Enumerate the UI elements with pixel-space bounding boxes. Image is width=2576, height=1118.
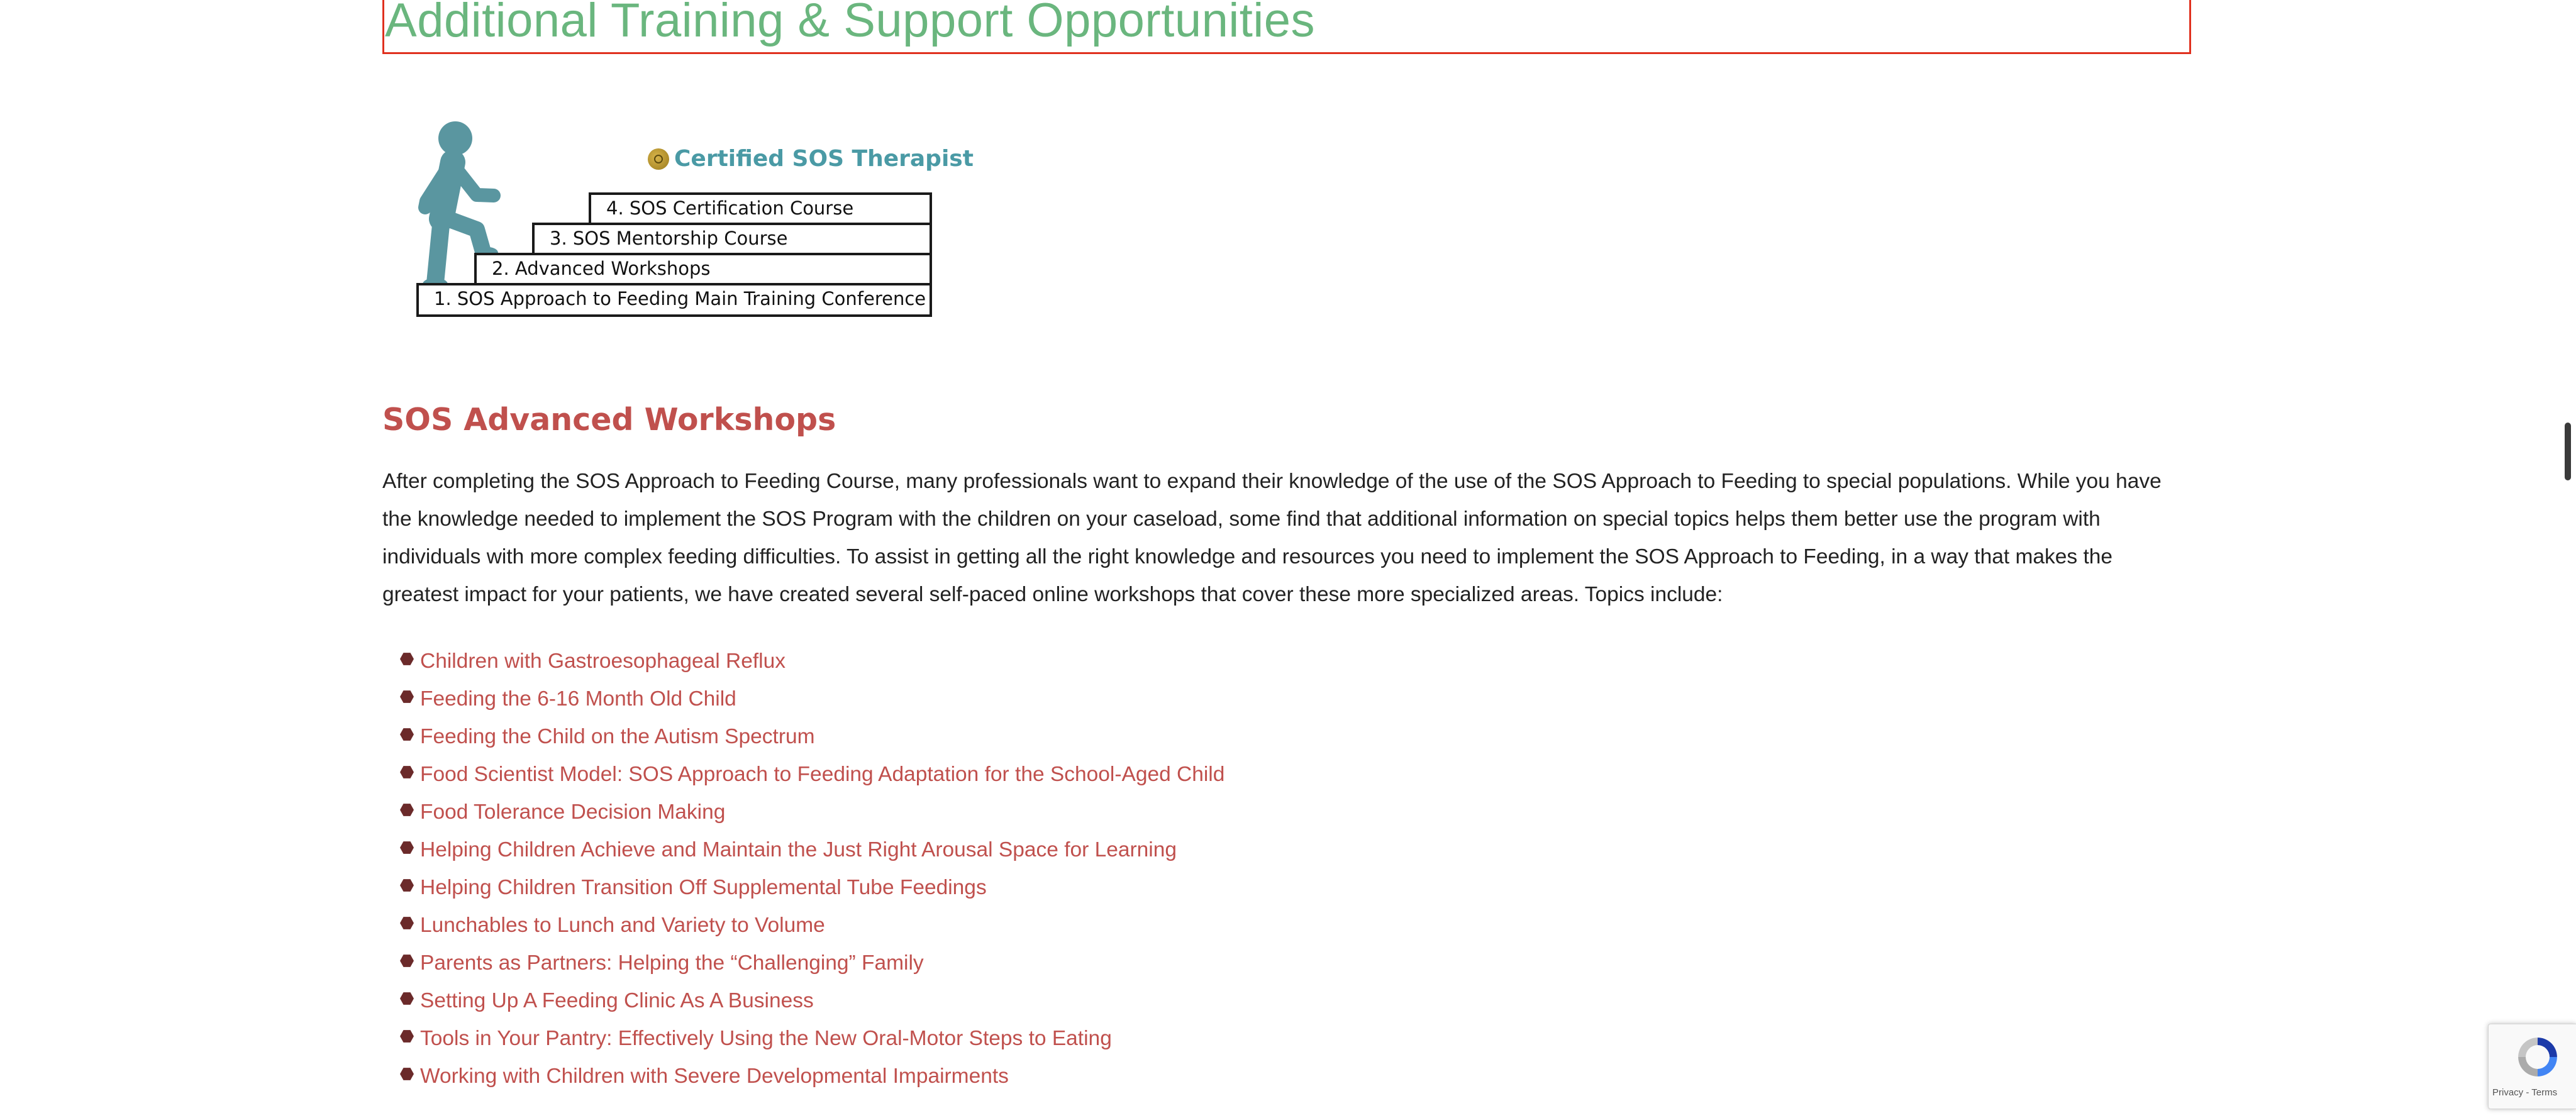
topic-link[interactable]: Parents as Partners: Helping the “Challenging” Family [420, 951, 924, 975]
certified-therapist-label [648, 146, 974, 172]
list-item [400, 869, 1224, 907]
hexagon-bullet-icon [400, 878, 414, 892]
scrollbar-thumb[interactable] [2565, 423, 2571, 480]
list-item [400, 718, 1224, 756]
training-steps-graphic [402, 113, 974, 327]
intro-paragraph: After completing the SOS Approach to Feeding Course, many professionals want to expand their knowledge of the use of the SOS Approach to Feeding to special populations. While you have the knowledge needed to implement the SOS Program with the children on your caseload, some find that additional information on special topics helps them better use the program with individuals with more complex feeding difficulties. To assist in getting all the right knowledge and resources you need to implement the SOS Approach to Feeding, in a way that makes the greatest impact for your patients, we have created several self-paced online workshops that cover these more specialized areas. Topics include: [382, 470, 2162, 606]
hexagon-bullet-icon [400, 954, 414, 968]
hexagon-bullet-icon [400, 916, 414, 930]
recaptcha-links[interactable]: Privacy - Terms [2492, 1087, 2558, 1098]
hexagon-bullet-icon [400, 652, 414, 666]
page-heading: Additional Training & Support Opportunities [385, 0, 1316, 47]
medal-icon [648, 148, 669, 170]
step-4: 4. SOS Certification Course [589, 192, 932, 225]
section-title: SOS Advanced Workshops [382, 402, 836, 438]
list-item [400, 756, 1224, 794]
list-item [400, 794, 1224, 831]
topic-link[interactable]: Setting Up A Feeding Clinic As A Business [420, 989, 814, 1012]
topic-link[interactable]: Feeding the 6-16 Month Old Child [420, 687, 736, 711]
hexagon-bullet-icon [400, 1029, 414, 1043]
topics-list [400, 643, 1224, 1095]
hexagon-bullet-icon [400, 728, 414, 741]
list-item [400, 944, 1224, 982]
step-1: 1. SOS Approach to Feeding Main Training Conference [416, 283, 932, 317]
step-3: 3. SOS Mentorship Course [532, 223, 932, 255]
topic-link[interactable]: Helping Children Transition Off Supplemental Tube Feedings [420, 876, 987, 899]
topic-link[interactable]: Helping Children Achieve and Maintain the Just Right Arousal Space for Learning [420, 838, 1177, 861]
topic-link[interactable]: Children with Gastroesophageal Reflux [420, 650, 786, 673]
topic-link[interactable]: Food Scientist Model: SOS Approach to Feeding Adaptation for the School-Aged Child [420, 763, 1225, 786]
recaptcha-icon [2514, 1033, 2562, 1081]
list-item [400, 643, 1224, 680]
step-2: 2. Advanced Workshops [474, 253, 932, 285]
topic-link[interactable]: Lunchables to Lunch and Variety to Volume [420, 914, 825, 937]
list-item [400, 982, 1224, 1020]
hexagon-bullet-icon [400, 765, 414, 779]
hexagon-bullet-icon [400, 803, 414, 817]
list-item [400, 831, 1224, 869]
list-item [400, 1058, 1224, 1095]
topic-link[interactable]: Working with Children with Severe Developmental Impairments [420, 1065, 1009, 1088]
hexagon-bullet-icon [400, 690, 414, 704]
list-item [400, 907, 1224, 944]
topic-link[interactable]: Feeding the Child on the Autism Spectrum [420, 725, 815, 748]
recaptcha-badge[interactable] [2488, 1024, 2576, 1109]
list-item [400, 1020, 1224, 1058]
topic-link[interactable]: Food Tolerance Decision Making [420, 800, 726, 824]
hexagon-bullet-icon [400, 841, 414, 855]
topic-link[interactable]: Tools in Your Pantry: Effectively Using the New Oral-Motor Steps to Eating [420, 1027, 1112, 1050]
list-item [400, 680, 1224, 718]
hexagon-bullet-icon [400, 1067, 414, 1081]
certified-therapist-text: Certified SOS Therapist [674, 146, 974, 172]
hexagon-bullet-icon [400, 992, 414, 1005]
